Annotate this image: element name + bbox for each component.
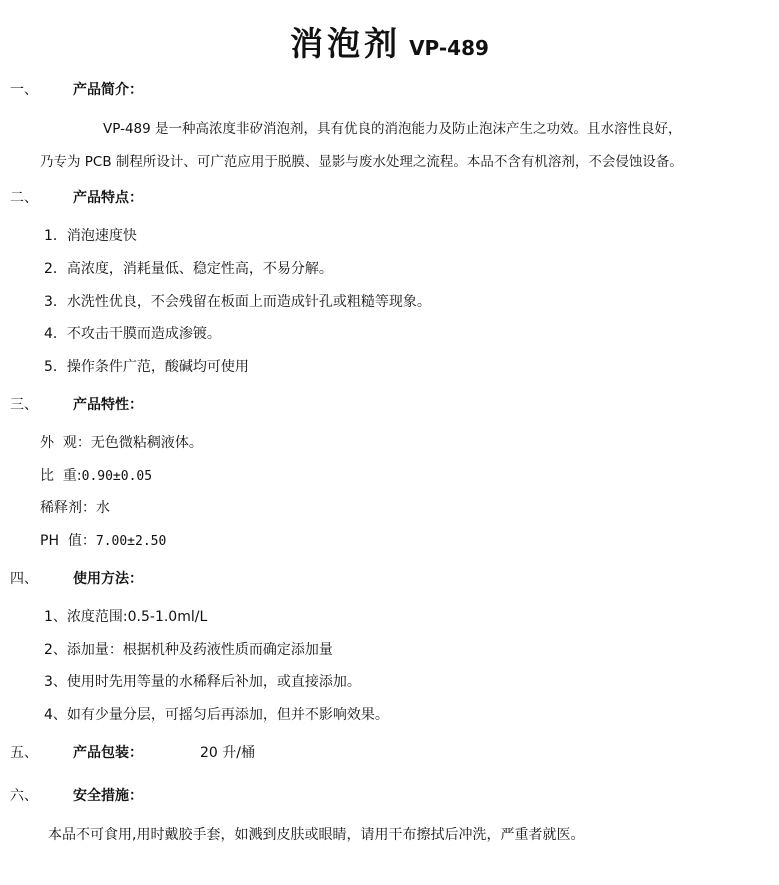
feature-text: 不攻击干膜而造成渗镀。 <box>66 326 221 342</box>
usage-number: 1、 <box>44 609 67 625</box>
usage-item <box>44 640 333 660</box>
safety-text: 本品不可食用,用时戴胶手套，如溅到皮肤或眼睛，请用干布擦拭后冲洗，严重者就医。 <box>48 827 585 843</box>
section-number: 六、 <box>10 788 38 804</box>
feature-number: 2． <box>44 261 67 277</box>
feature-item <box>44 259 333 279</box>
feature-item <box>44 357 249 377</box>
property-value: 7.00±2.50 <box>95 534 167 549</box>
product-model: VP-489 <box>409 36 489 60</box>
section-heading: 产品简介： <box>73 82 143 98</box>
usage-text: 添加量：根据机种及药液性质而确定添加量 <box>66 642 333 658</box>
usage-item <box>44 672 361 692</box>
intro-line-1: VP-489 是一种高浓度非矽消泡剂，具有优良的消泡能力及防止泡沫产生之功效。且水溶性良好， <box>103 121 682 137</box>
section-number: 四、 <box>10 571 38 587</box>
property-label: 比 重: <box>40 468 82 484</box>
usage-item <box>44 705 389 725</box>
feature-item <box>44 292 431 312</box>
section-heading: 产品包装： <box>73 745 143 761</box>
property-ph <box>40 531 166 552</box>
property-appearance <box>40 433 203 453</box>
section-number: 二、 <box>10 190 38 206</box>
usage-text: 浓度范围:0.5-1.0ml/L <box>66 609 208 625</box>
feature-text: 消泡速度快 <box>66 228 137 244</box>
feature-number: 1． <box>44 228 67 244</box>
feature-text: 高浓度，消耗量低、稳定性高，不易分解。 <box>66 261 333 277</box>
usage-number: 4、 <box>44 707 67 723</box>
property-value: 无色微粘稠液体。 <box>90 435 203 451</box>
usage-item <box>44 607 207 627</box>
property-value: 水 <box>96 500 110 516</box>
feature-item <box>44 324 221 344</box>
feature-number: 5． <box>44 359 67 375</box>
feature-item <box>44 226 137 246</box>
feature-text: 水洗性优良，不会残留在板面上而造成针孔或粗糙等现象。 <box>66 294 431 310</box>
section-number: 五、 <box>10 745 38 761</box>
intro-line-2: 乃专为 PCB 制程所设计、可广范应用于脱膜、显影与废水处理之流程。本品不含有机溶剂，不会侵蚀设备。 <box>40 154 683 170</box>
feature-number: 3． <box>44 294 67 310</box>
usage-number: 2、 <box>44 642 67 658</box>
section-number: 三、 <box>10 397 38 413</box>
feature-text: 操作条件广范，酸碱均可使用 <box>66 359 249 375</box>
usage-text: 使用时先用等量的水稀释后补加，或直接添加。 <box>66 674 361 690</box>
packaging-value: 20 升/桶 <box>200 745 255 761</box>
property-label: 稀释剂： <box>40 500 96 516</box>
section-number: 一、 <box>10 82 38 98</box>
feature-number: 4． <box>44 326 67 342</box>
document-title <box>0 18 779 65</box>
property-gravity <box>40 466 152 487</box>
property-value: 0.90±0.05 <box>81 469 153 484</box>
property-label: 外 观： <box>40 435 91 451</box>
section-heading: 使用方法： <box>73 571 143 587</box>
property-label: PH 值： <box>40 533 96 549</box>
property-diluent <box>40 498 110 518</box>
section-heading: 产品特点： <box>73 190 143 206</box>
section-heading: 产品特性： <box>73 397 143 413</box>
usage-text: 如有少量分层，可摇匀后再添加，但并不影响效果。 <box>66 707 389 723</box>
section-heading: 安全措施： <box>73 788 143 804</box>
product-name: 消泡剂 <box>290 24 402 63</box>
usage-number: 3、 <box>44 674 67 690</box>
